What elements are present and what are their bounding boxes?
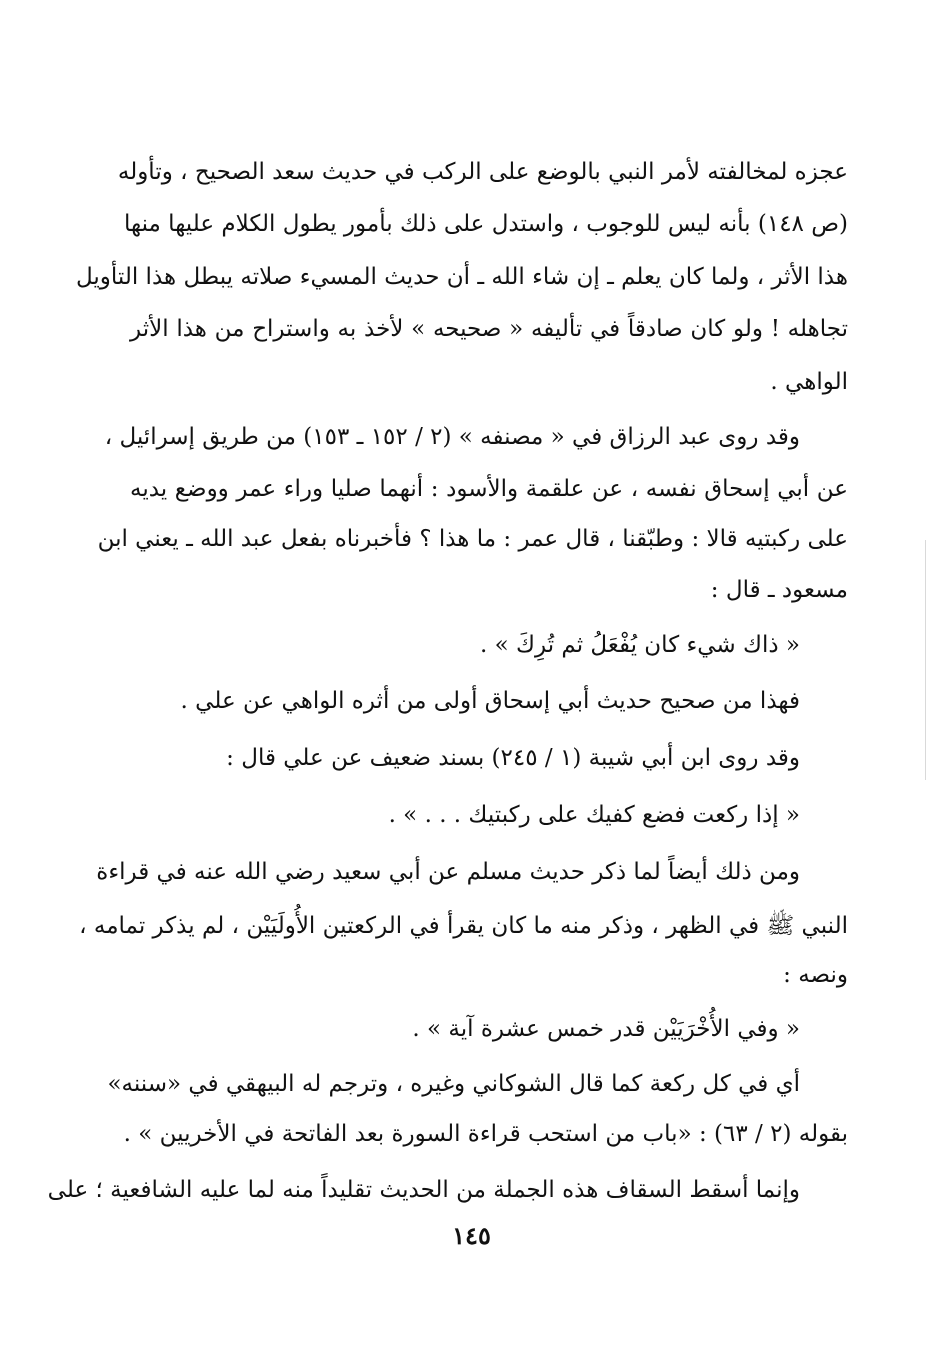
text-line-11: وقد روى ابن أبي شيبة (١ / ٢٤٥) بسند ضعيف عن علي قال : bbox=[226, 745, 800, 771]
text-line-1: عجزه لمخالفته لأمر النبي بالوضع على الركب في حديث سعد الصحيح ، وتأوله bbox=[117, 159, 848, 185]
text-line-12: ومن ذلك أيضاً لما ذكر حديث مسلم عن أبي سعيد رضي الله عنه في قراءة bbox=[96, 859, 800, 885]
text-line-13: النبي ﷺ في الظهر ، وذكر منه ما كان يقرأ في الركعتين الأُولَيَيْن ، لم يذكر تمامه ، bbox=[79, 913, 848, 939]
quote-line-1: « ذاك شيء كان يُفْعَلُ ثم تُرِكَ » . bbox=[480, 632, 800, 658]
text-line-14: ونصه : bbox=[783, 962, 848, 988]
text-line-8: على ركبتيه قالا : وطبّقنا ، قال عمر : ما هذا ؟ فأخبرناه بفعل عبد الله ـ يعني ابن bbox=[97, 526, 848, 552]
text-line-10: فهذا من صحيح حديث أبي إسحاق أولى من أثره الواهي عن علي . bbox=[180, 688, 800, 714]
page-number: ١٤٥ bbox=[452, 1221, 491, 1250]
text-line-9: مسعود ـ قال : bbox=[710, 577, 848, 603]
text-line-3: هذا الأثر ، ولما كان يعلم ـ إن شاء الله ـ أن حديث المسيء صلاته يبطل هذا التأويل bbox=[75, 264, 848, 290]
quote-line-3: « وفي الأُخْرَيَيْن قدر خمس عشرة آية » . bbox=[412, 1016, 800, 1042]
text-line-4: تجاهله ! ولو كان صادقاً في تأليفه « صحيحه » لأخذ به واستراح من هذا الأثر bbox=[130, 316, 848, 342]
text-line-5: الواهي . bbox=[770, 369, 848, 395]
text-line-15: أي في كل ركعة كما قال الشوكاني وغيره ، وترجم له البيهقي في «سننه» bbox=[107, 1071, 800, 1097]
text-line-2: (ص ١٤٨) بأنه ليس للوجوب ، واستدل على ذلك بأمور يطول الكلام عليها منها bbox=[124, 211, 848, 237]
scan-edge-mark bbox=[925, 540, 926, 780]
text-line-6: وقد روى عبد الرزاق في « مصنفه » (٢ / ١٥٢ ـ ١٥٣) من طريق إسرائيل ، bbox=[104, 424, 800, 450]
text-line-17: وإنما أسقط السقاف هذه الجملة من الحديث تقليداً منه لما عليه الشافعية ؛ على bbox=[47, 1177, 800, 1203]
text-line-16: بقوله (٢ / ٦٣) : «باب من استحب قراءة السورة بعد الفاتحة في الأخريين » . bbox=[123, 1121, 848, 1147]
quote-line-2: « إذا ركعت فضع كفيك على ركبتيك . . . » . bbox=[388, 802, 800, 828]
text-line-7: عن أبي إسحاق نفسه ، عن علقمة والأسود : أنهما صليا وراء عمر ووضع يديه bbox=[130, 476, 848, 502]
